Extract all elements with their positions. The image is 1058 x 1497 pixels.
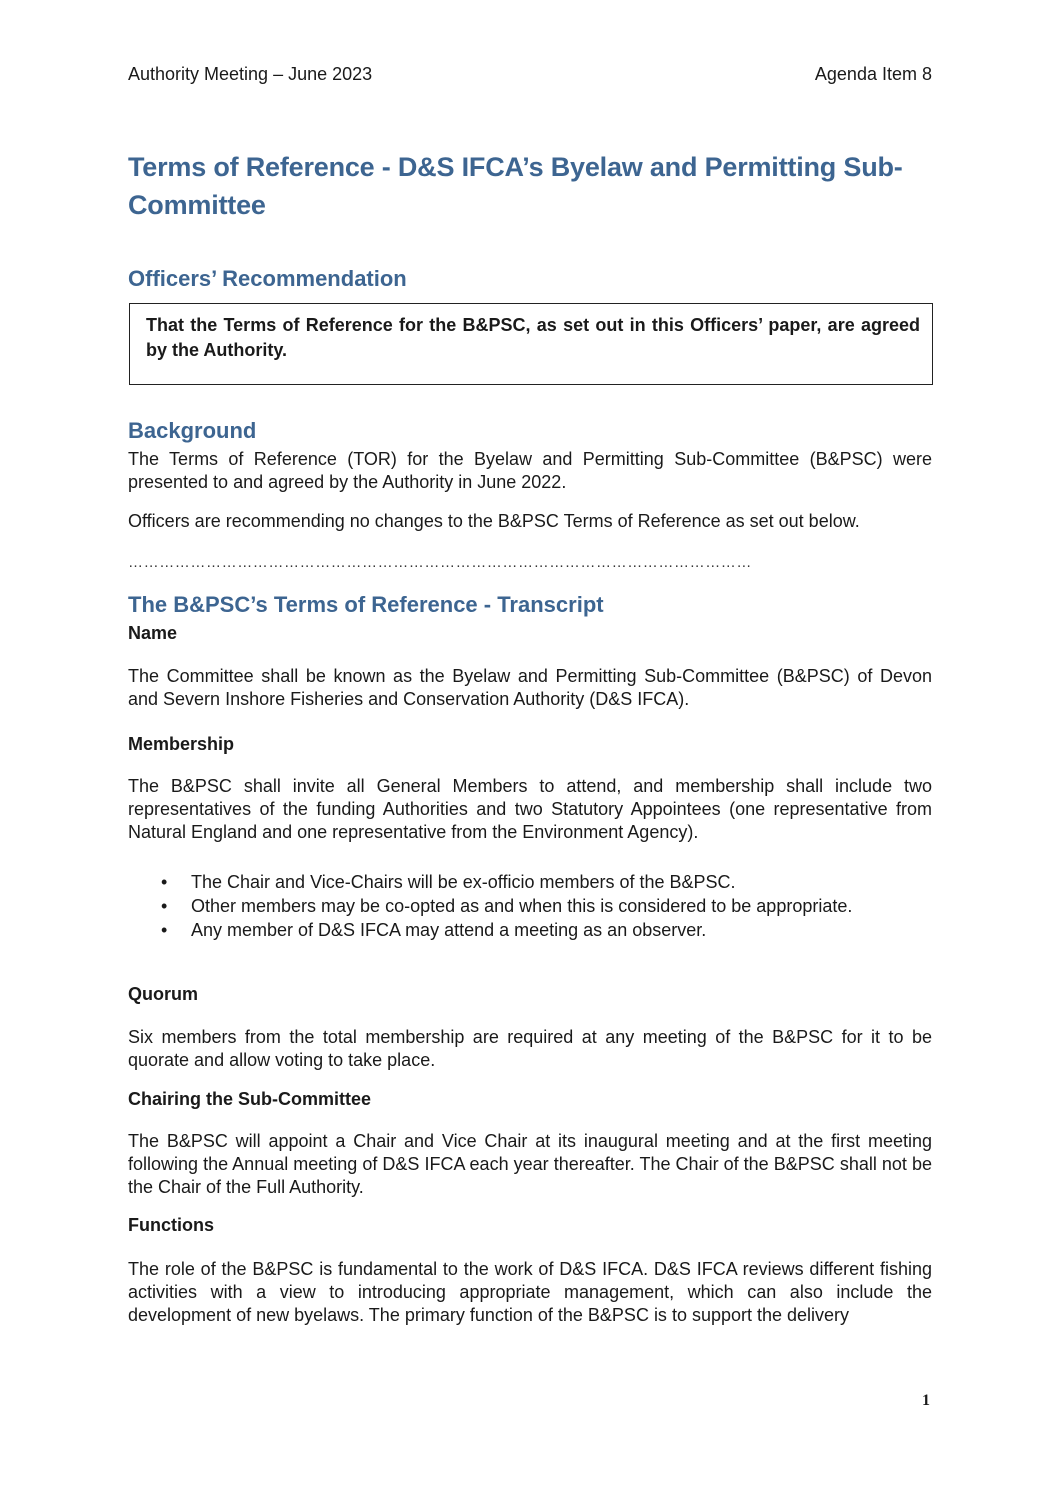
membership-heading: Membership [128,734,235,754]
background-paragraph-2: Officers are recommending no changes to the B&PSC Terms of Reference as set out below. [128,511,860,531]
page-number: 1 [922,1392,930,1409]
background-heading: Background [128,418,257,443]
quorum-heading: Quorum [128,984,198,1004]
name-heading: Name [128,623,178,643]
functions-paragraph: The role of the B&PSC is fundamental to the work of D&S IFCA. D&S IFCA reviews different fishing activities with a view to introducing appropriate management, which can also include the development of new byelaws. The primary function of the B&PSC is to support the delivery [128,1259,932,1325]
transcript-heading: The B&PSC’s Terms of Reference - Transcript [128,592,604,617]
recommendation-heading: Officers’ Recommendation [128,266,407,291]
name-paragraph: The Committee shall be known as the Byelaw and Permitting Sub-Committee (B&PSC) of Devon and Severn Inshore Fisheries and Conservation Authority (D&S IFCA). [128,666,932,709]
list-item: • Other members may be co-opted as and when this is considered to be appropriate. [128,894,932,918]
background-paragraph-1: The Terms of Reference (TOR) for the Byelaw and Permitting Sub-Committee (B&PSC) were presented to and agreed by the Authority in June 2022. [128,449,932,492]
header-meeting: Authority Meeting – June 2023 [128,64,373,84]
chairing-paragraph: The B&PSC will appoint a Chair and Vice Chair at its inaugural meeting and at the first meeting following the Annual meeting of D&S IFCA each year thereafter. The Chair of the B&PSC shall not be the Chair of the Full Authority. [128,1131,932,1197]
list-item: • Any member of D&S IFCA may attend a meeting as an observer. [128,918,932,942]
list-item: • The Chair and Vice-Chairs will be ex-officio members of the B&PSC. [128,870,932,894]
quorum-paragraph: Six members from the total membership are required at any meeting of the B&PSC for it to be quorate and allow voting to take place. [128,1027,932,1070]
recommendation-text: That the Terms of Reference for the B&PSC, as set out in this Officers’ paper, are agreed by the Authority. [146,315,920,360]
document-title: Terms of Reference - D&S IFCA’s Byelaw and Permitting Sub-Committee [128,152,903,220]
membership-bullet-list [128,870,932,942]
functions-heading: Functions [128,1215,214,1235]
dotted-separator: ………………………………………………………………………………………………………… [128,554,752,571]
chairing-heading: Chairing the Sub-Committee [128,1089,372,1109]
header-agenda-item: Agenda Item 8 [814,64,932,84]
membership-paragraph: The B&PSC shall invite all General Members to attend, and membership shall include two representatives of the funding Authorities and two Statutory Appointees (one representative from Natural England and one representative from the Environment Agency). [128,776,932,842]
recommendation-box [129,303,933,385]
